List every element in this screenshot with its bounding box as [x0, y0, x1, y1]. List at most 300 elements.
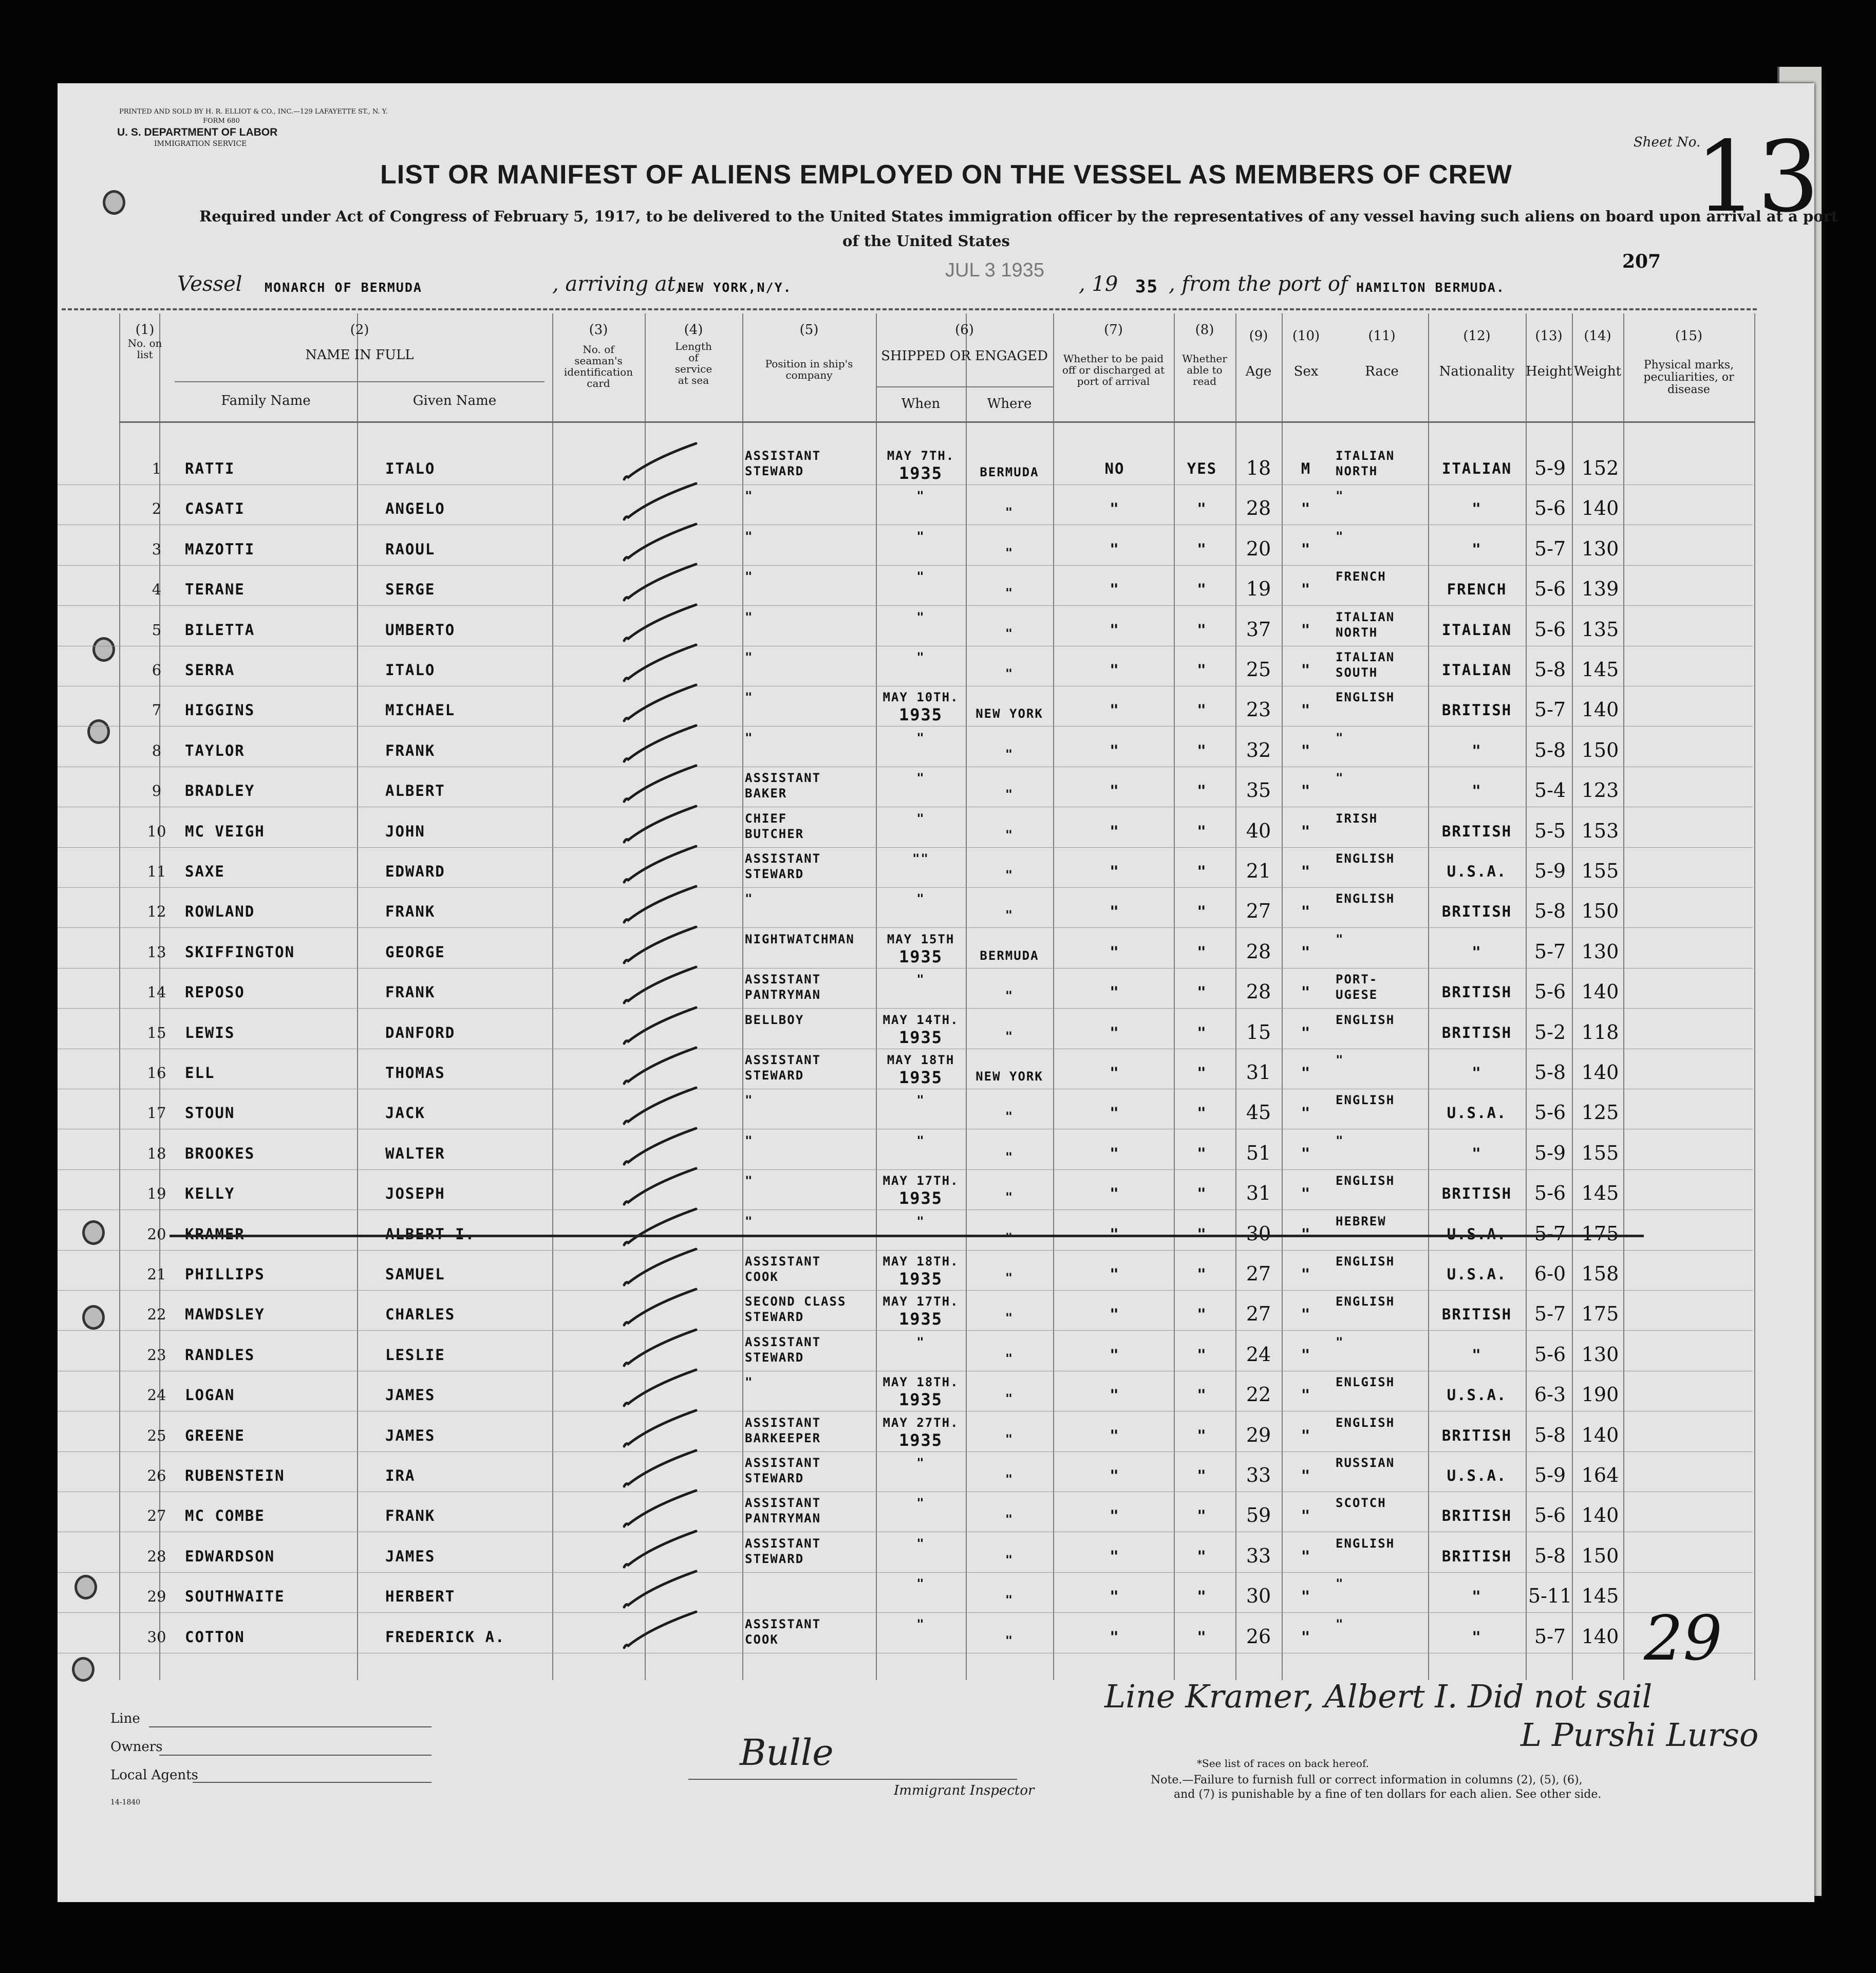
- nationality: FRENCH: [1447, 581, 1507, 599]
- col5-header: (5) Position in ship's company: [765, 322, 853, 381]
- sex: ": [1301, 1346, 1311, 1364]
- weight: 145: [1581, 1585, 1619, 1608]
- able-to-read: ": [1197, 1588, 1207, 1606]
- given-name: ALBERT: [385, 782, 445, 800]
- shipped-when-line-1: ": [916, 1616, 925, 1631]
- sheet-label: Sheet No.: [1634, 135, 1701, 150]
- family-name: KELLY: [185, 1185, 235, 1203]
- arriving-label: , arriving at,: [552, 272, 682, 296]
- race-line-2: NORTH: [1336, 464, 1378, 478]
- race-line-1: ": [1336, 932, 1344, 946]
- height: 5-7: [1534, 1625, 1566, 1648]
- col6-header: (6) SHIPPED OR ENGAGED: [881, 322, 1048, 364]
- col13-header: (13) Height: [1526, 328, 1572, 379]
- paid-off: ": [1110, 1144, 1120, 1162]
- height: 5-8: [1534, 658, 1566, 681]
- family-name: ELL: [185, 1064, 215, 1082]
- check-mark-icon: [619, 641, 711, 687]
- shipped-where: ": [1005, 1351, 1014, 1366]
- race-line-1: HEBREW: [1336, 1214, 1386, 1229]
- row-rule: [58, 1250, 1753, 1251]
- check-mark-icon: [619, 1285, 711, 1331]
- height: 5-6: [1534, 1101, 1566, 1124]
- age: 31: [1246, 1061, 1271, 1084]
- penalty-note-2: and (7) is punishable by a fine of ten dollars for each alien. See other side.: [1174, 1788, 1602, 1801]
- shipped-where: ": [1005, 747, 1014, 761]
- col3-header: (3) No. of seaman's identification card: [564, 322, 633, 389]
- race-line-1: ": [1336, 1616, 1344, 1631]
- col-divider: [119, 313, 120, 1680]
- shipped-when-line-2: 1935: [898, 1430, 943, 1450]
- race-line-1: ENLGISH: [1336, 1375, 1395, 1390]
- shipped-where: BERMUDA: [980, 948, 1039, 963]
- able-to-read: ": [1197, 782, 1207, 800]
- able-to-read: ": [1197, 621, 1207, 639]
- given-name: CHARLES: [385, 1306, 456, 1324]
- sex: ": [1301, 701, 1311, 719]
- position-line-1: ": [745, 1214, 754, 1229]
- position-line-1: ASSISTANT: [745, 1053, 821, 1067]
- col6-where-header: Where: [987, 396, 1032, 412]
- weight: 164: [1581, 1464, 1619, 1486]
- age: 31: [1246, 1182, 1271, 1205]
- age: 33: [1246, 1464, 1271, 1486]
- race-line-1: ": [1336, 1053, 1344, 1067]
- arriving-port: NEW YORK,N/Y.: [678, 280, 792, 295]
- weight: 152: [1581, 457, 1619, 479]
- height: 5-7: [1534, 537, 1566, 560]
- check-mark-icon: [619, 1044, 711, 1090]
- paid-off: ": [1110, 1628, 1120, 1646]
- sex: ": [1301, 1628, 1311, 1646]
- sex: ": [1301, 1426, 1311, 1444]
- able-to-read: ": [1197, 1144, 1207, 1162]
- race-line-1: ITALIAN: [1336, 609, 1395, 624]
- check-mark-icon: [619, 520, 711, 566]
- given-name: FRANK: [385, 741, 436, 759]
- position-line-1: ASSISTANT: [745, 1254, 821, 1269]
- position-line-1: ": [745, 1133, 754, 1148]
- shipped-header-rule: [876, 386, 1053, 387]
- shipped-when-line-2: 1935: [898, 946, 943, 966]
- check-mark-icon: [619, 802, 711, 848]
- position-line-2: STEWARD: [745, 464, 804, 478]
- height: 5-6: [1534, 618, 1566, 641]
- sex: ": [1301, 822, 1311, 840]
- given-name: FRANK: [385, 983, 436, 1001]
- weight: 145: [1581, 1182, 1619, 1205]
- height: 5-9: [1534, 1464, 1566, 1486]
- shipped-when-line-1: ": [916, 811, 925, 826]
- height: 6-0: [1534, 1262, 1566, 1285]
- able-to-read: ": [1197, 581, 1207, 599]
- shipped-where: ": [1005, 989, 1014, 1003]
- paid-off: NO: [1104, 460, 1125, 477]
- penalty-note-1: Note.—Failure to furnish full or correct information in columns (2), (5), (6),: [1151, 1774, 1583, 1786]
- punch-hole: [82, 1305, 105, 1330]
- race-line-1: ENGLISH: [1336, 1012, 1395, 1027]
- punch-hole: [103, 190, 125, 215]
- shipped-where: ": [1005, 1512, 1014, 1527]
- shipped-when-line-1: ": [916, 529, 925, 544]
- able-to-read: ": [1197, 1507, 1207, 1525]
- position-line-2: PANTRYMAN: [745, 1511, 821, 1526]
- position-line-1: ": [745, 650, 754, 664]
- sex: ": [1301, 1064, 1311, 1082]
- shipped-where: ": [1005, 1593, 1014, 1608]
- given-name: THOMAS: [385, 1064, 445, 1082]
- family-name: EDWARDSON: [185, 1547, 275, 1565]
- position-line-1: BELLBOY: [745, 1012, 804, 1027]
- race-line-1: ": [1336, 529, 1344, 544]
- row-number: 22: [147, 1306, 166, 1324]
- sex: ": [1301, 581, 1311, 599]
- age: 25: [1246, 658, 1271, 681]
- shipped-where: ": [1005, 666, 1014, 681]
- paid-off: ": [1110, 1426, 1120, 1444]
- given-name: FRANK: [385, 1507, 436, 1525]
- given-name: JOSEPH: [385, 1185, 445, 1203]
- shipped-when-line-2: 1935: [898, 1027, 943, 1047]
- shipped-where: ": [1005, 1109, 1014, 1124]
- sex: ": [1301, 983, 1311, 1001]
- nationality: ": [1472, 1064, 1482, 1082]
- weight: 150: [1581, 900, 1619, 923]
- age: 19: [1246, 578, 1271, 601]
- family-name: ROWLAND: [185, 903, 255, 921]
- weight: 140: [1581, 1061, 1619, 1084]
- sex: M: [1301, 460, 1311, 477]
- header-rule: [119, 421, 1754, 423]
- able-to-read: ": [1197, 741, 1207, 759]
- row-rule: [58, 1330, 1753, 1331]
- row-number: 12: [147, 903, 166, 921]
- given-name: SAMUEL: [385, 1265, 445, 1283]
- weight: 130: [1581, 940, 1619, 963]
- height: 5-8: [1534, 1061, 1566, 1084]
- year-prefix: , 19: [1079, 272, 1118, 296]
- weight: 190: [1581, 1383, 1619, 1406]
- shipped-when-line-1: MAY 18TH.: [883, 1375, 959, 1390]
- arrival-date-stamp: JUL 3 1935: [945, 259, 1044, 281]
- sex: ": [1301, 1588, 1311, 1606]
- age: 20: [1246, 537, 1271, 560]
- height: 5-8: [1534, 738, 1566, 761]
- race-line-1: ITALIAN: [1336, 650, 1395, 664]
- position-line-1: ASSISTANT: [745, 1415, 821, 1430]
- form-code: 14-1840: [110, 1798, 141, 1807]
- race-line-1: ENGLISH: [1336, 891, 1395, 906]
- height: 5-6: [1534, 497, 1566, 520]
- punch-hole: [72, 1657, 95, 1682]
- family-name: BRADLEY: [185, 782, 255, 800]
- shipped-where: ": [1005, 505, 1014, 520]
- sex: ": [1301, 540, 1311, 558]
- weight: 153: [1581, 819, 1619, 842]
- paid-off: ": [1110, 943, 1120, 961]
- nationality: ": [1472, 540, 1482, 558]
- age: 27: [1246, 1302, 1271, 1326]
- sex: ": [1301, 1265, 1311, 1283]
- row-rule: [58, 605, 1753, 606]
- col12-header: (12) Nationality: [1439, 328, 1515, 379]
- nationality: BRITISH: [1441, 1507, 1512, 1525]
- able-to-read: YES: [1187, 460, 1217, 477]
- family-name: RATTI: [185, 460, 235, 477]
- family-name: STOUN: [185, 1104, 235, 1122]
- nationality: ": [1472, 500, 1482, 518]
- sex: ": [1301, 1306, 1311, 1324]
- race-line-1: SCOTCH: [1336, 1496, 1386, 1511]
- number-207: 207: [1622, 251, 1661, 272]
- races-note: *See list of races on back hereof.: [1197, 1757, 1370, 1770]
- shipped-where: ": [1005, 1431, 1014, 1446]
- given-name: IRA: [385, 1467, 416, 1484]
- race-line-1: ": [1336, 771, 1344, 786]
- given-name: LESLIE: [385, 1346, 445, 1364]
- shipped-when-line-2: 1935: [898, 463, 943, 483]
- height: 5-8: [1534, 900, 1566, 923]
- height: 5-7: [1534, 1222, 1566, 1245]
- nationality: ": [1472, 741, 1482, 759]
- sex: ": [1301, 1185, 1311, 1203]
- family-name: LEWIS: [185, 1023, 235, 1041]
- race-line-1: IRISH: [1336, 811, 1378, 826]
- nationality: U.S.A.: [1447, 1104, 1507, 1122]
- height: 5-6: [1534, 578, 1566, 601]
- position-line-2: STEWARD: [745, 1068, 804, 1083]
- height: 5-11: [1528, 1585, 1572, 1608]
- height: 5-6: [1534, 1343, 1566, 1366]
- able-to-read: ": [1197, 1346, 1207, 1364]
- row-rule: [58, 1290, 1753, 1291]
- age: 18: [1246, 457, 1271, 479]
- height: 5-2: [1534, 1020, 1566, 1044]
- age: 27: [1246, 900, 1271, 923]
- given-name: SERGE: [385, 581, 436, 599]
- check-mark-icon: [619, 882, 711, 928]
- family-name: SOUTHWAITE: [185, 1588, 285, 1606]
- given-name: JACK: [385, 1104, 425, 1122]
- total-count: 29: [1644, 1603, 1722, 1674]
- row-number: 29: [147, 1588, 166, 1606]
- nationality: U.S.A.: [1447, 1467, 1507, 1484]
- height: 5-5: [1534, 819, 1566, 842]
- race-line-2: SOUTH: [1336, 665, 1378, 680]
- col-divider: [552, 313, 553, 1680]
- age: 24: [1246, 1343, 1271, 1366]
- row-number: 27: [147, 1507, 166, 1525]
- able-to-read: ": [1197, 1023, 1207, 1041]
- footer-agents-label: Local Agents: [110, 1767, 198, 1783]
- col9-header: (9) Age: [1245, 328, 1272, 379]
- check-mark-icon: [619, 761, 711, 808]
- row-number: 1: [152, 460, 162, 477]
- position-line-2: COOK: [745, 1632, 779, 1647]
- row-number: 21: [147, 1265, 166, 1283]
- from-port: HAMILTON BERMUDA.: [1356, 280, 1505, 295]
- department-name: U. S. DEPARTMENT OF LABOR: [117, 126, 278, 138]
- given-name: ITALO: [385, 460, 436, 477]
- height: 5-6: [1534, 1182, 1566, 1205]
- sex: ": [1301, 1386, 1311, 1404]
- paid-off: ": [1110, 1507, 1120, 1525]
- nationality: U.S.A.: [1447, 1386, 1507, 1404]
- weight: 130: [1581, 1343, 1619, 1366]
- sex: ": [1301, 1225, 1311, 1243]
- shipped-when-line-1: ": [916, 609, 925, 624]
- check-mark-icon: [619, 681, 711, 727]
- height: 5-4: [1534, 779, 1566, 802]
- check-mark-icon: [619, 721, 711, 768]
- position-line-1: ASSISTANT: [745, 851, 821, 866]
- shipped-where: BERMUDA: [980, 465, 1039, 479]
- family-name: TAYLOR: [185, 741, 245, 759]
- position-line-1: ASSISTANT: [745, 1456, 821, 1470]
- family-name: SAXE: [185, 863, 225, 880]
- shipped-where: ": [1005, 1029, 1014, 1044]
- check-mark-icon: [619, 1205, 711, 1251]
- footer-agents-rule: [193, 1782, 432, 1783]
- shipped-when-line-1: ": [916, 891, 925, 906]
- position-line-1: ": [745, 529, 754, 544]
- weight: 130: [1581, 537, 1619, 560]
- from-port-label: , from the port of: [1169, 272, 1348, 296]
- printer-credit: PRINTED AND SOLD BY H. R. ELLIOT & CO., INC.—129 LAFAYETTE ST., N. Y.: [119, 108, 388, 116]
- shipped-where: NEW YORK: [975, 706, 1043, 721]
- shipped-when-line-1: ": [916, 650, 925, 664]
- row-number: 28: [147, 1547, 166, 1565]
- able-to-read: ": [1197, 1306, 1207, 1324]
- sex: ": [1301, 741, 1311, 759]
- height: 5-8: [1534, 1423, 1566, 1446]
- race-line-2: UGESE: [1336, 988, 1378, 1002]
- shipped-where: ": [1005, 787, 1014, 802]
- height: 5-8: [1534, 1544, 1566, 1567]
- check-mark-icon: [619, 560, 711, 606]
- position-line-2: BARKEEPER: [745, 1430, 821, 1445]
- age: 51: [1246, 1141, 1271, 1164]
- sex: ": [1301, 1023, 1311, 1041]
- check-mark-icon: [619, 601, 711, 647]
- given-name: GEORGE: [385, 943, 445, 961]
- check-mark-icon: [619, 1003, 711, 1050]
- able-to-read: ": [1197, 943, 1207, 961]
- paid-off: ": [1110, 741, 1120, 759]
- row-rule: [58, 1008, 1753, 1009]
- check-mark-icon: [619, 1527, 711, 1573]
- shipped-when-line-2: 1935: [898, 1309, 943, 1329]
- check-mark-icon: [619, 1406, 711, 1453]
- weight: 175: [1581, 1222, 1619, 1245]
- sex: ": [1301, 1507, 1311, 1525]
- shipped-where: ": [1005, 908, 1014, 923]
- shipped-when-line-1: ": [916, 1496, 925, 1511]
- race-line-1: ": [1336, 730, 1344, 745]
- row-number: 11: [147, 863, 166, 880]
- col8-header: (8) Whether able to read: [1182, 322, 1227, 387]
- shipped-when-line-1: MAY 18TH: [887, 1053, 955, 1067]
- nationality: ": [1472, 943, 1482, 961]
- given-name: JAMES: [385, 1426, 436, 1444]
- race-line-1: ENGLISH: [1336, 1294, 1395, 1309]
- sex: ": [1301, 863, 1311, 880]
- sex: ": [1301, 1547, 1311, 1565]
- nationality: BRITISH: [1441, 822, 1512, 840]
- race-line-1: PORT-: [1336, 972, 1378, 987]
- punch-hole: [82, 1220, 105, 1245]
- shipped-when-line-1: ": [916, 1536, 925, 1551]
- family-name: MAZOTTI: [185, 540, 255, 558]
- position-line-2: BUTCHER: [745, 826, 804, 841]
- check-mark-icon: [619, 1366, 711, 1412]
- race-line-1: ": [1336, 489, 1344, 504]
- age: 35: [1246, 779, 1271, 802]
- row-number: 15: [147, 1023, 166, 1041]
- position-line-1: NIGHTWATCHMAN: [745, 932, 855, 946]
- row-number: 8: [152, 741, 162, 759]
- position-line-2: STEWARD: [745, 1471, 804, 1485]
- nationality: U.S.A.: [1447, 1225, 1507, 1243]
- year-suffix: 35: [1135, 276, 1158, 297]
- col11-header: (11) Race: [1365, 328, 1399, 379]
- vessel-line-rule: [62, 308, 1757, 310]
- able-to-read: ": [1197, 661, 1207, 679]
- given-name: WALTER: [385, 1144, 445, 1162]
- given-name: MICHAEL: [385, 701, 456, 719]
- row-number: 16: [147, 1064, 166, 1082]
- row-rule: [58, 927, 1753, 928]
- age: 30: [1246, 1585, 1271, 1608]
- position-line-1: ASSISTANT: [745, 1496, 821, 1511]
- name-header-rule: [175, 381, 545, 382]
- position-line-2: BAKER: [745, 786, 787, 801]
- nationality: ITALIAN: [1441, 621, 1512, 639]
- nationality: ITALIAN: [1441, 661, 1512, 679]
- weight: 118: [1581, 1020, 1619, 1044]
- position-line-2: STEWARD: [745, 1350, 804, 1365]
- family-name: BROOKES: [185, 1144, 255, 1162]
- shipped-when-line-1: ": [916, 1576, 925, 1591]
- family-name: PHILLIPS: [185, 1265, 265, 1283]
- col-divider: [357, 313, 358, 1680]
- family-name: RUBENSTEIN: [185, 1467, 285, 1484]
- col1-header: (1) No. on list: [127, 322, 162, 361]
- shipped-when-line-1: ": [916, 730, 925, 745]
- row-rule: [58, 968, 1753, 969]
- row-number: 17: [147, 1104, 166, 1122]
- able-to-read: ": [1197, 1064, 1207, 1082]
- col-divider: [742, 313, 743, 1680]
- given-name: ALBERT I.: [385, 1225, 476, 1243]
- able-to-read: ": [1197, 1104, 1207, 1122]
- able-to-read: ": [1197, 903, 1207, 921]
- sex: ": [1301, 1467, 1311, 1484]
- position-line-1: SECOND CLASS: [745, 1294, 847, 1309]
- nationality: ": [1472, 1588, 1482, 1606]
- shipped-where: ": [1005, 1472, 1014, 1486]
- given-name: FRANK: [385, 903, 436, 921]
- given-name: HERBERT: [385, 1588, 456, 1606]
- shipped-where: ": [1005, 1391, 1014, 1406]
- shipped-where: ": [1005, 545, 1014, 560]
- nationality: U.S.A.: [1447, 1265, 1507, 1283]
- position-line-2: COOK: [745, 1270, 779, 1284]
- row-rule: [58, 1572, 1753, 1573]
- check-mark-icon: [619, 1567, 711, 1613]
- paid-off: ": [1110, 903, 1120, 921]
- family-name: RANDLES: [185, 1346, 255, 1364]
